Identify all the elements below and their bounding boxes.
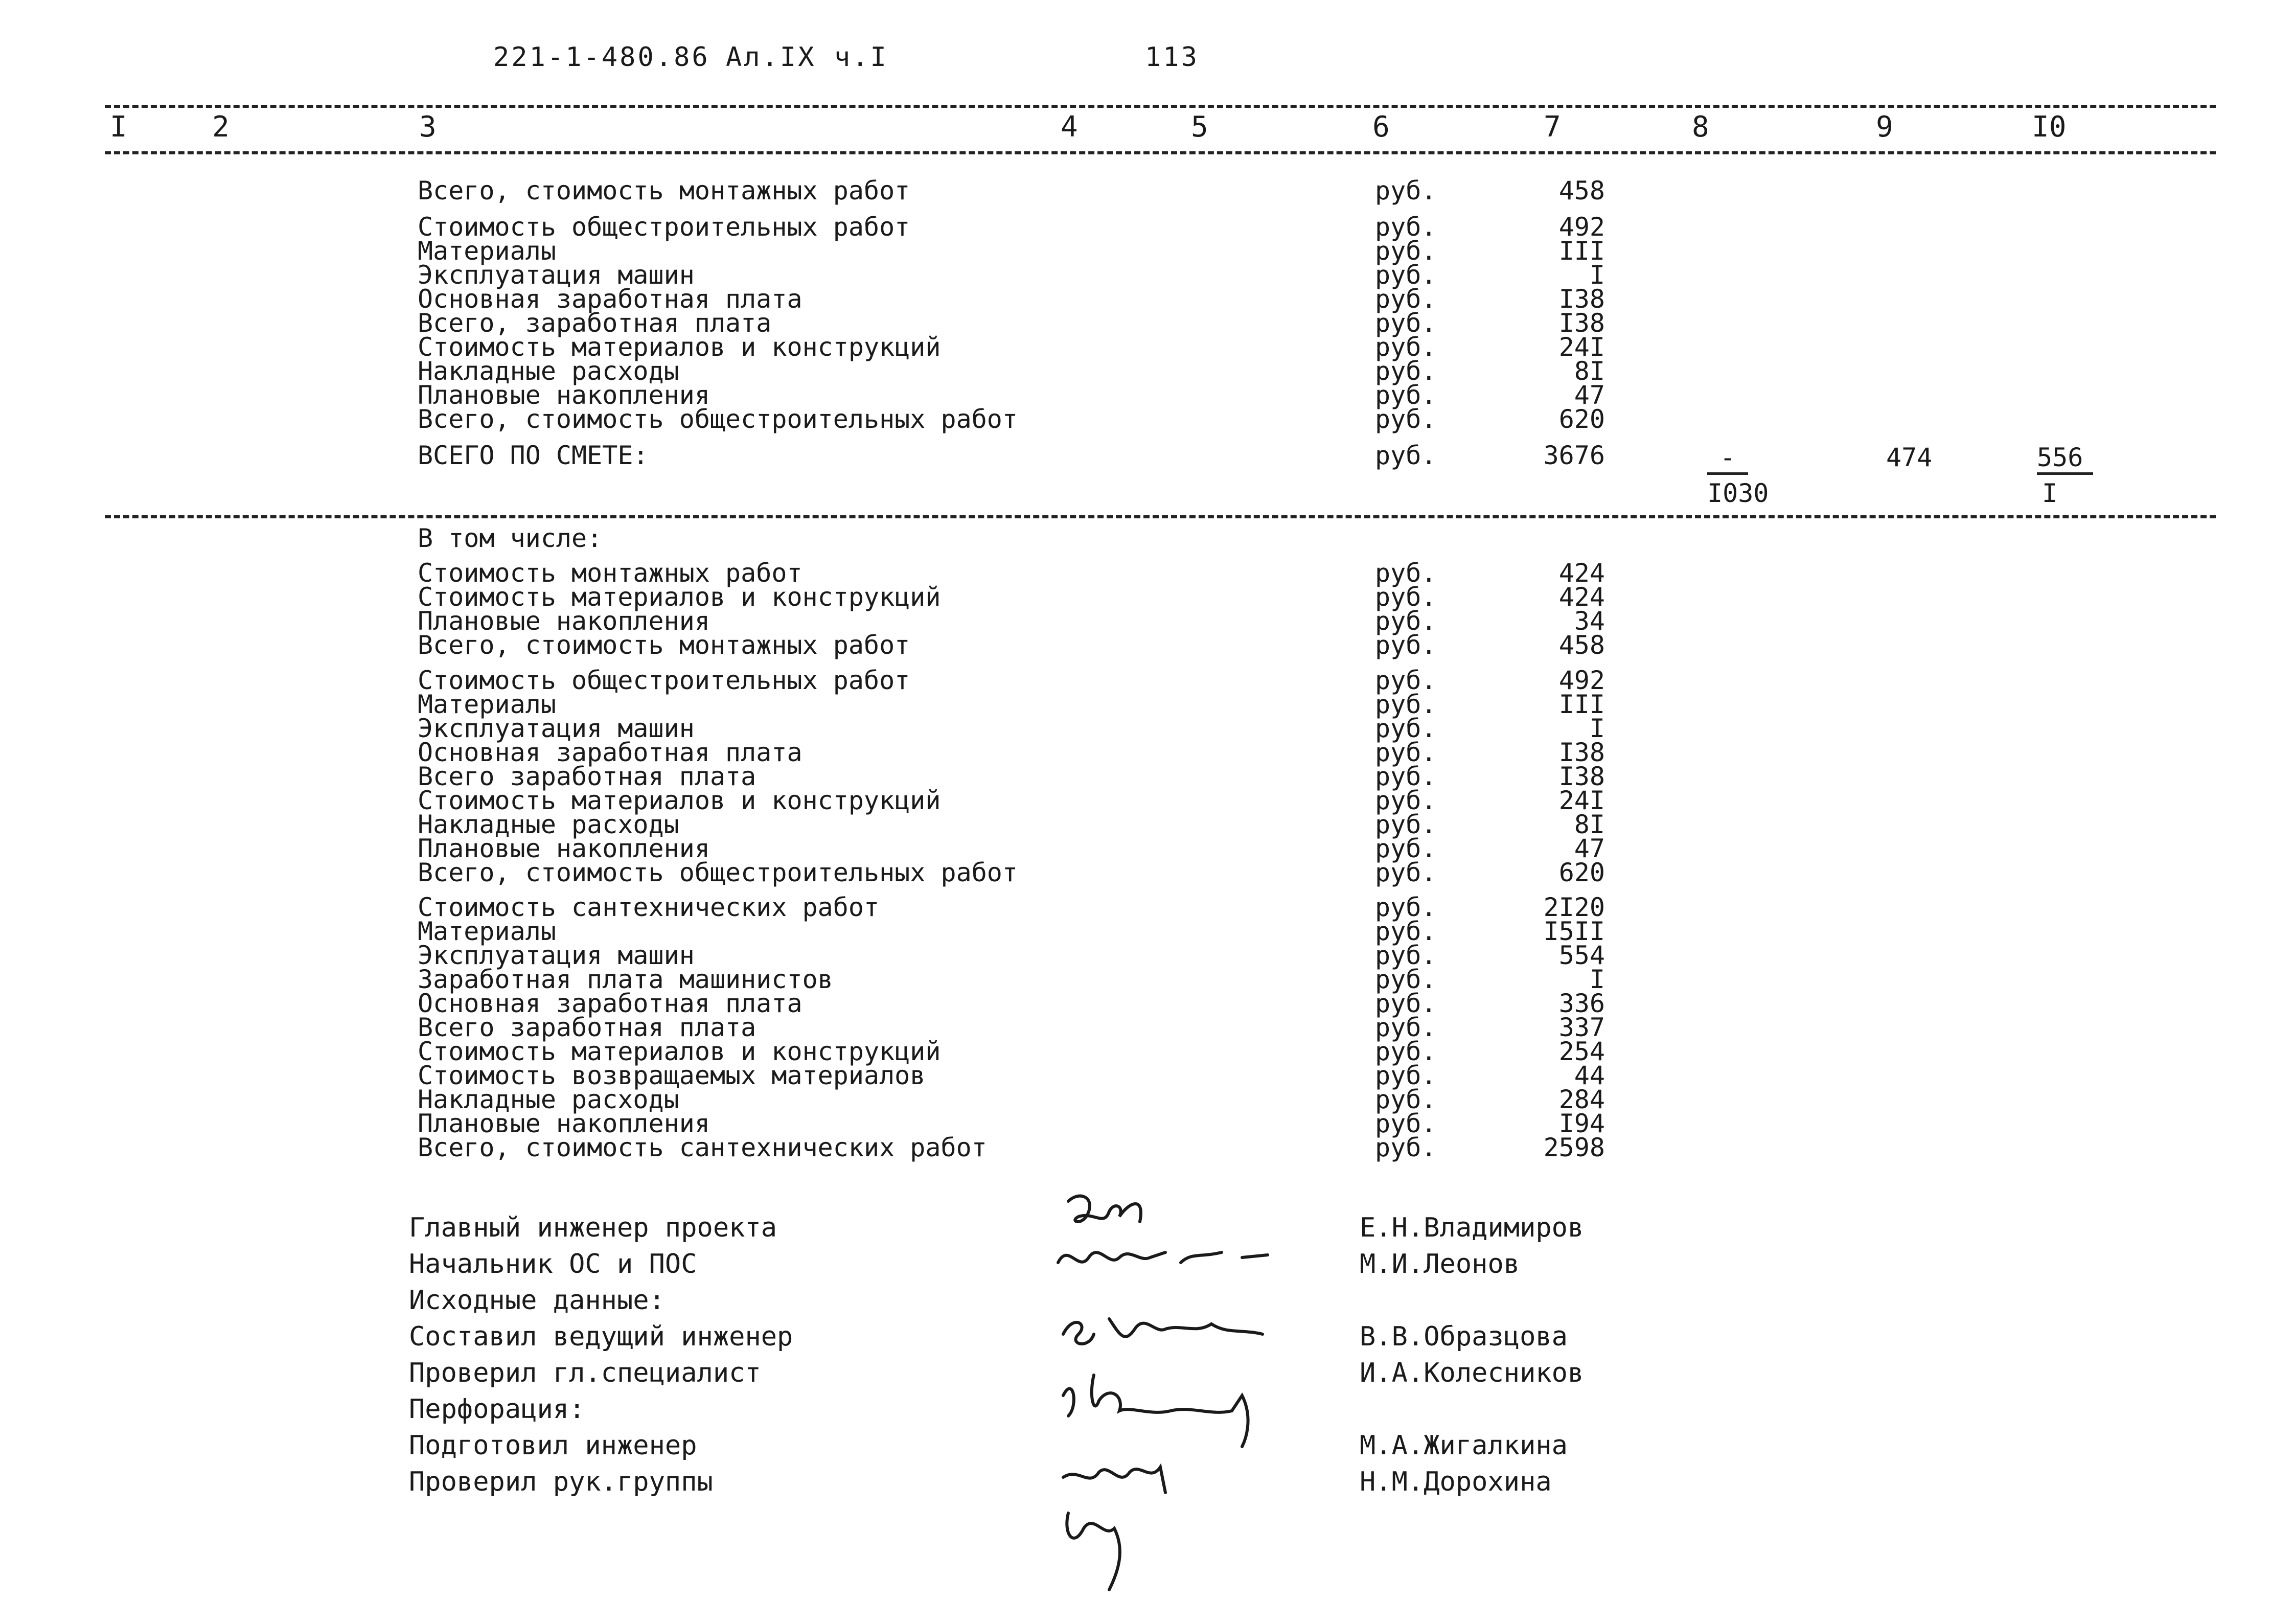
row-label: Стоимость общестроительных работ [418,666,910,695]
row-value: 47 [1574,380,1605,410]
column-number: 6 [1372,110,1390,144]
row-unit: руб. [1375,260,1437,290]
row-label: Эксплуатация машин [418,941,695,970]
signature-role: Проверил гл.специалист [409,1358,761,1388]
total-col8-top: - [1707,443,1748,475]
row-label: Накладные расходы [418,1085,679,1114]
row-label: Всего, стоимость монтажных работ [418,176,910,205]
document-code: 221-1-480.86 [493,42,710,73]
row-label: Основная заработная плата [418,738,802,767]
signature-scribble [1063,1467,1165,1493]
row-label: Основная заработная плата [418,989,802,1018]
signature-scribble [1058,1252,1268,1263]
signature-role: Главный инженер проекта [409,1213,777,1243]
column-number: 7 [1544,110,1561,144]
column-number: 8 [1692,110,1709,144]
row-unit: руб. [1375,176,1437,205]
page-number: 113 [1145,42,1199,73]
total-col10-bottom: I [2042,478,2058,508]
row-value: I [1589,965,1605,994]
row-label: Материалы [418,690,556,719]
row-label: Стоимость возвращаемых материалов [418,1061,926,1090]
row-value: 554 [1558,941,1605,970]
row-unit: руб. [1375,606,1437,636]
row-unit: руб. [1375,893,1437,922]
row-value: I [1589,260,1605,290]
total-col9: 474 [1886,443,1933,472]
row-label: Плановые накопления [418,606,710,636]
row-value: 44 [1574,1061,1605,1090]
row-unit: руб. [1375,917,1437,946]
signature-name: В.В.Образцова [1360,1321,1568,1352]
row-unit: руб. [1375,1109,1437,1138]
row-value: 424 [1558,582,1605,612]
row-value: 34 [1574,606,1605,636]
row-label: Стоимость сантехнических работ [418,893,880,922]
signature-role: Перфорация: [409,1394,585,1425]
header-bottom-rule [105,151,2216,154]
column-number: 2 [212,110,230,144]
row-value: I5II [1543,917,1605,946]
signature-name: Н.М.Дорохина [1360,1467,1552,1497]
row-label: Материалы [418,917,556,946]
row-value: I94 [1558,1109,1605,1138]
signature-scribble [1063,1375,1248,1447]
signature-scribble [1068,1196,1141,1222]
row-value: 47 [1574,834,1605,863]
row-unit: руб. [1375,666,1437,695]
row-value: III [1558,690,1605,719]
total-unit: руб. [1375,441,1437,470]
column-number: I0 [2032,110,2067,144]
row-unit: руб. [1375,690,1437,719]
column-number: 5 [1191,110,1208,144]
row-unit: руб. [1375,941,1437,970]
signature-role: Проверил рук.группы [409,1467,713,1497]
header-top-rule [105,105,2216,108]
row-label: Плановые накопления [418,834,710,863]
row-label: Заработная плата машинистов [418,965,833,994]
column-number: 9 [1876,110,1893,144]
signature-name: И.А.Колесников [1360,1358,1584,1388]
row-unit: руб. [1375,380,1437,410]
row-value: III [1558,236,1605,266]
row-value: 458 [1558,176,1605,205]
column-number: 4 [1061,110,1078,144]
row-value: 424 [1558,558,1605,588]
row-unit: руб. [1375,762,1437,791]
row-label: Стоимость материалов и конструкций [418,786,941,815]
signature-role: Подготовил инженер [409,1430,697,1461]
row-value: 2I20 [1543,893,1605,922]
signature-scribble [1063,1319,1263,1344]
signature-scribble [1067,1513,1120,1590]
row-label: Материалы [418,236,556,266]
row-label: Эксплуатация машин [418,714,695,743]
row-value: 284 [1558,1085,1605,1114]
row-unit: руб. [1375,1133,1437,1162]
row-value: I38 [1558,308,1605,338]
signature-role: Составил ведущий инженер [409,1321,793,1352]
row-unit: руб. [1375,810,1437,839]
row-unit: руб. [1375,332,1437,362]
album-code: Ал.IX ч.I [726,42,888,73]
row-value: I38 [1558,738,1605,767]
row-value: 8I [1574,810,1605,839]
row-label: Основная заработная плата [418,284,802,314]
signature-name: М.А.Жигалкина [1360,1430,1568,1461]
row-unit: руб. [1375,834,1437,863]
total-col10-top: 556 [2037,443,2093,475]
row-label: Плановые накопления [418,1109,710,1138]
row-value: 492 [1558,212,1605,242]
row-unit: руб. [1375,1037,1437,1066]
row-value: I [1589,714,1605,743]
row-label: Всего заработная плата [418,762,756,791]
row-unit: руб. [1375,1013,1437,1042]
row-unit: руб. [1375,786,1437,815]
row-unit: руб. [1375,858,1437,887]
total-label: ВСЕГО ПО СМЕТЕ: [418,441,649,470]
section-divider [105,515,2216,518]
row-value: 336 [1558,989,1605,1018]
row-label: Всего, заработная плата [418,308,772,338]
row-unit: руб. [1375,1085,1437,1114]
row-label: Всего, стоимость монтажных работ [418,630,910,660]
row-value: 620 [1558,858,1605,887]
row-unit: руб. [1375,212,1437,242]
row-value: 254 [1558,1037,1605,1066]
row-value: 2598 [1543,1133,1605,1162]
row-label: Стоимость монтажных работ [418,558,802,588]
row-unit: руб. [1375,284,1437,314]
column-number: 3 [419,110,437,144]
row-label: Плановые накопления [418,380,710,410]
row-value: I38 [1558,284,1605,314]
row-label: Эксплуатация машин [418,260,695,290]
signature-role: Исходные данные: [409,1285,665,1316]
total-col8-bottom: I030 [1707,478,1769,508]
row-unit: руб. [1375,1061,1437,1090]
row-label: Стоимость материалов и конструкций [418,1037,941,1066]
row-label: Всего, стоимость общестроительных работ [418,858,1018,887]
row-unit: руб. [1375,714,1437,743]
row-value: 8I [1574,356,1605,386]
row-unit: руб. [1375,308,1437,338]
row-label: Всего, стоимость сантехнических работ [418,1133,987,1162]
row-value: 24I [1558,786,1605,815]
row-unit: руб. [1375,236,1437,266]
row-unit: руб. [1375,404,1437,434]
row-value: I38 [1558,762,1605,791]
row-label: Всего заработная плата [418,1013,756,1042]
row-unit: руб. [1375,630,1437,660]
row-unit: руб. [1375,356,1437,386]
row-unit: руб. [1375,965,1437,994]
signature-name: Е.Н.Владимиров [1360,1213,1584,1243]
row-label: Всего, стоимость общестроительных работ [418,404,1018,434]
handwritten-signatures [1048,1181,1355,1600]
signature-role: Начальник ОС и ПОС [409,1249,697,1279]
row-label: Накладные расходы [418,810,679,839]
row-value: 24I [1558,332,1605,362]
row-unit: руб. [1375,738,1437,767]
row-label: Стоимость общестроительных работ [418,212,910,242]
row-unit: руб. [1375,558,1437,588]
column-number: I [110,110,127,144]
signature-name: М.И.Леонов [1360,1249,1520,1279]
row-value: 620 [1558,404,1605,434]
row-value: 458 [1558,630,1605,660]
row-label: Стоимость материалов и конструкций [418,332,941,362]
row-value: 337 [1558,1013,1605,1042]
row-label: Накладные расходы [418,356,679,386]
row-unit: руб. [1375,582,1437,612]
total-value: 3676 [1543,441,1605,470]
row-unit: руб. [1375,989,1437,1018]
row-value: 492 [1558,666,1605,695]
row-label: Стоимость материалов и конструкций [418,582,941,612]
